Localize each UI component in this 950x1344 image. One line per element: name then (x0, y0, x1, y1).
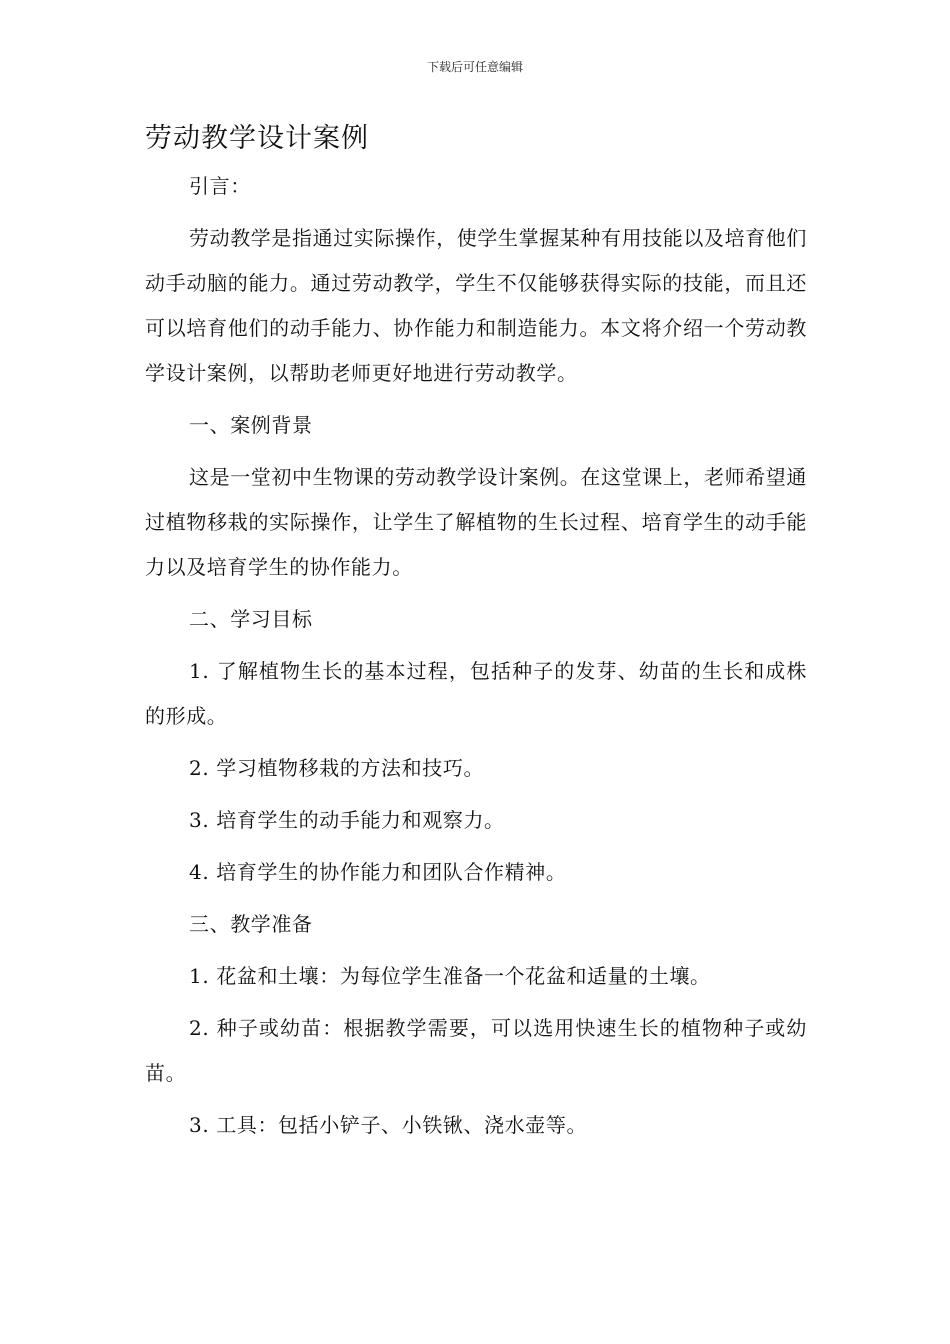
intro-heading: 引言： (189, 174, 251, 198)
section-heading-objectives: 二、学习目标 (189, 607, 313, 631)
objective-item-2: 2. 学习植物移栽的方法和技巧。 (189, 756, 485, 780)
objective-item-1: 1. 了解植物生长的基本过程，包括种子的发芽、幼苗的生长和成株的形成。 (145, 659, 807, 728)
objective-item-4: 4. 培育学生的协作能力和团队合作精神。 (189, 860, 567, 884)
section-heading-preparation: 三、教学准备 (189, 912, 313, 936)
section-heading-background: 一、案例背景 (189, 413, 313, 437)
background-paragraph: 这是一堂初中生物课的劳动教学设计案例。在这堂课上，老师希望通过植物移栽的实际操作，让学生了解植物的生长过程、培育学生的动手能力以及培育学生的协作能力。 (145, 465, 807, 579)
preparation-item-1: 1. 花盆和土壤：为每位学生准备一个花盆和适量的土壤。 (189, 964, 711, 988)
header-note: 下载后可任意编辑 (426, 60, 523, 74)
intro-paragraph: 劳动教学是指通过实际操作，使学生掌握某种有用技能以及培育他们动手动脑的能力。通过劳动教学，学生不仅能够获得实际的技能，而且还可以培育他们的动手能力、协作能力和制造能力。本文将介绍一个劳动教学设计案例，以帮助老师更好地进行劳动教学。 (145, 226, 807, 385)
preparation-item-2: 2. 种子或幼苗：根据教学需要，可以选用快速生长的植物种子或幼苗。 (145, 1016, 807, 1085)
preparation-item-3: 3. 工具：包括小铲子、小铁锹、浇水壶等。 (189, 1113, 588, 1137)
objective-item-3: 3. 培育学生的动手能力和观察力。 (189, 808, 505, 832)
document-title: 劳动教学设计案例 (145, 123, 369, 154)
document-body (145, 164, 807, 1148)
